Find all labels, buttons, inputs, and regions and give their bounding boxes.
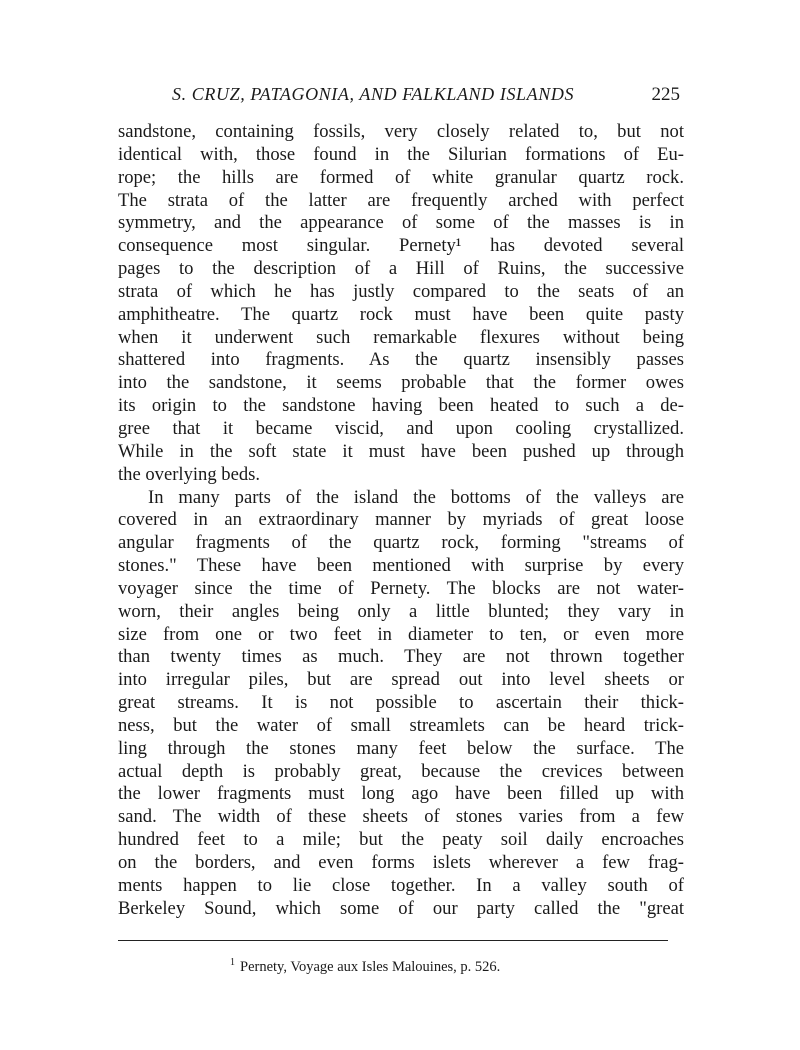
text-line: hundred feet to a mile; but the peaty soil daily encroaches: [118, 829, 684, 851]
text-line: identical with, those found in the Silurian formations of Eu-: [118, 143, 684, 165]
text-line: great streams. It is not possible to ascertain their thick-: [118, 692, 684, 714]
text-line: ments happen to lie close together. In a valley south of: [118, 874, 684, 896]
text-line: pages to the description of a Hill of Ruins, the successive: [118, 258, 684, 280]
text-line: The strata of the latter are frequently arched with perfect: [118, 189, 684, 211]
text-line: sand. The width of these sheets of stones varies from a few: [118, 806, 684, 828]
text-line: when it underwent such remarkable flexures without being: [118, 326, 684, 348]
text-line: angular fragments of the quartz rock, forming "streams of: [118, 532, 684, 554]
text-line: voyager since the time of Pernety. The blocks are not water-: [118, 577, 684, 599]
text-line: amphitheatre. The quartz rock must have been quite pasty: [118, 303, 684, 325]
text-line: stones." These have been mentioned with surprise by every: [118, 555, 684, 577]
text-line: actual depth is probably great, because the crevices between: [118, 760, 684, 782]
body-text: [118, 121, 684, 921]
text-line: shattered into fragments. As the quartz insensibly passes: [118, 349, 684, 371]
text-line: In many parts of the island the bottoms of the valleys are: [148, 486, 684, 508]
text-line: the lower fragments must long ago have been filled up with: [118, 783, 684, 805]
text-line: than twenty times as much. They are not thrown together: [118, 646, 684, 668]
text-line: Berkeley Sound, which some of our party called the "great: [118, 897, 684, 919]
text-line: worn, their angles being only a little blunted; they vary in: [118, 600, 684, 622]
text-line: ness, but the water of small streamlets can be heard trick-: [118, 714, 684, 736]
running-title: S. CRUZ, PATAGONIA, AND FALKLAND ISLANDS: [172, 84, 575, 104]
text-line: into the sandstone, it seems probable that the former owes: [118, 372, 684, 394]
text-line: consequence most singular. Pernety¹ has devoted several: [118, 235, 684, 257]
footnote-divider: [118, 940, 668, 941]
text-line: on the borders, and even forms islets wherever a few frag-: [118, 852, 684, 873]
footnote: [230, 957, 500, 976]
text-line: gree that it became viscid, and upon cooling crystallized.: [118, 417, 684, 439]
footnote-mark: 1: [230, 957, 235, 968]
text-line: ling through the stones many feet below the surface. The: [118, 737, 684, 759]
page-number: 225: [651, 84, 680, 105]
footnote-text: Pernety, Voyage aux Isles Malouines, p. 526.: [240, 958, 501, 975]
text-line: sandstone, containing fossils, very closely related to, but not: [118, 121, 684, 142]
text-line: symmetry, and the appearance of some of the masses is in: [118, 212, 684, 234]
text-line: the overlying beds.: [118, 463, 261, 485]
text-line: rope; the hills are formed of white granular quartz rock.: [118, 166, 684, 188]
text-line: While in the soft state it must have been pushed up through: [118, 440, 684, 462]
running-head: [172, 84, 680, 112]
text-line: into irregular piles, but are spread out into level sheets or: [118, 669, 684, 691]
text-line: its origin to the sandstone having been heated to such a de-: [118, 395, 684, 417]
text-line: covered in an extraordinary manner by myriads of great loose: [118, 509, 684, 531]
text-line: strata of which he has justly compared to the seats of an: [118, 280, 684, 302]
text-line: size from one or two feet in diameter to ten, or even more: [118, 623, 684, 645]
